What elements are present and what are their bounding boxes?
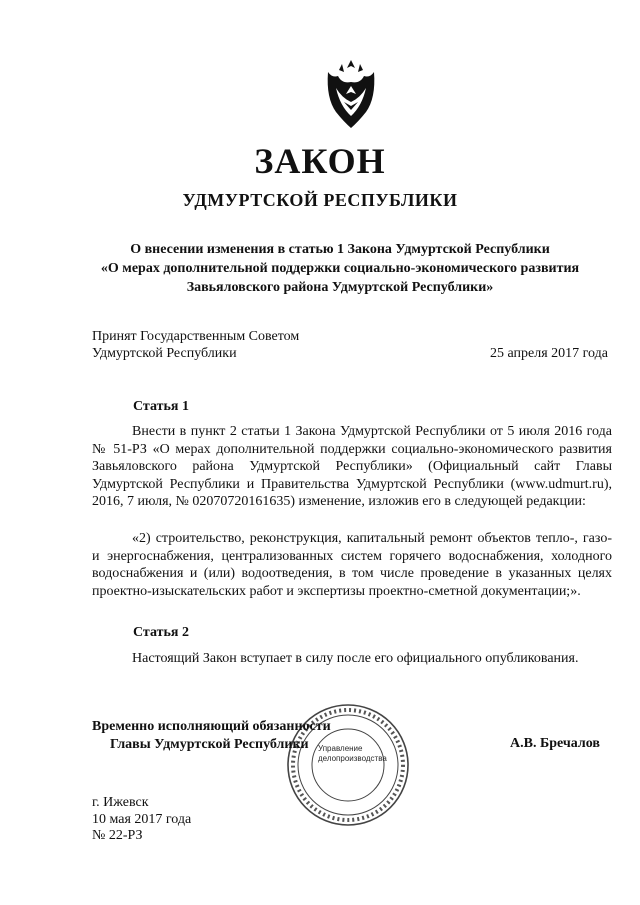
- law-heading: [70, 240, 610, 297]
- adoption-line-1: Принят Государственным Советом: [92, 329, 300, 344]
- udmurt-coat-of-arms-icon: [322, 58, 380, 130]
- signatory-line-1: Временно исполняющий обязанности: [92, 719, 331, 734]
- signatory-line-2: Главы Удмуртской Республики: [110, 737, 309, 752]
- heading-line-2: «О мерах дополнительной поддержки социально-экономического развития: [100, 261, 580, 276]
- signatory-position: [92, 718, 331, 754]
- adoption-line-2: Удмуртской Республики: [92, 346, 237, 361]
- adoption-date: 25 апреля 2017 года: [490, 346, 608, 361]
- adoption-statement: [92, 328, 299, 362]
- article-1-paragraph-2: «2) строительство, реконструкция, капитальный ремонт объектов тепло-, газо- и энергоснабжения, централизованных систем горячего водоснабжения, холодного водоснабжения и (или) водоотведения, в том числе проведение в указанных целях проектно-изыскательских работ и экспертизы проектно-сметной документации;».: [92, 531, 612, 599]
- law-number: № 22-РЗ: [92, 828, 143, 843]
- place-city: г. Ижевск: [92, 795, 149, 810]
- signatory-name: А.В. Бречалов: [510, 736, 600, 751]
- republic-subtitle: УДМУРТСКОЙ РЕСПУБЛИКИ: [182, 190, 458, 210]
- heading-line-1: О внесении изменения в статью 1 Закона Удмуртской Республики: [130, 242, 550, 257]
- seal-line-1: Управление: [318, 744, 363, 753]
- article-1-paragraph-1: Внести в пункт 2 статьи 1 Закона Удмуртской Республики от 5 июля 2016 года № 51-РЗ «О мерах дополнительной поддержки социально-экономического развития Завьяловского района Удмуртской Республики» (Официальный сайт Главы Удмуртской Республики и Правительства Удмуртской Республики (www.udmurt.ru), 2016, 7 июля, № 02070720161635) изменение, изложив его в следующей редакции:: [92, 424, 612, 510]
- place-date-number: [92, 795, 191, 845]
- seal-line-2: делопроизводства: [318, 754, 387, 763]
- article-2-paragraph-1: Настоящий Закон вступает в силу после его официального опубликования.: [132, 651, 579, 666]
- article-1-title: Статья 1: [133, 399, 189, 414]
- article-2-title: Статья 2: [133, 625, 189, 640]
- document-type-title: ЗАКОН: [254, 141, 386, 181]
- place-date: 10 мая 2017 года: [92, 811, 192, 827]
- heading-line-3: Завьяловского района Удмуртской Республики»: [186, 280, 494, 295]
